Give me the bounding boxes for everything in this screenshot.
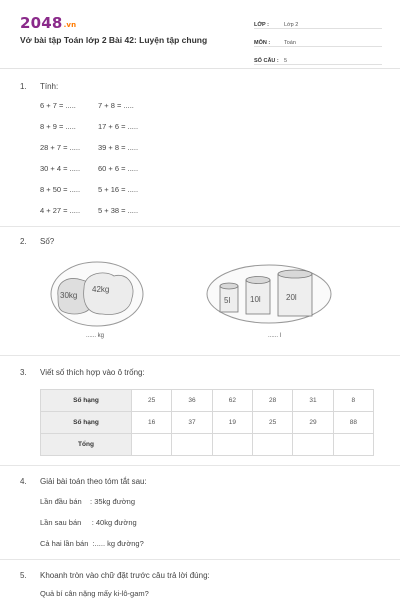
row-header: Tổng [41, 434, 132, 456]
answer-cell[interactable] [212, 434, 252, 456]
answer-cell[interactable] [333, 434, 373, 456]
question-text: Số? [40, 237, 55, 246]
expression: 5 + 16 = ..... [98, 185, 139, 194]
bags-illustration [48, 258, 146, 330]
table-cell: 28 [252, 390, 292, 412]
logo-text: 2048 [20, 14, 63, 32]
can-label: 20l [286, 293, 297, 302]
summary-line: Cả hai lần bán :..... kg đường? [40, 539, 144, 548]
expression: 8 + 9 = ..... [40, 122, 76, 131]
divider [0, 226, 400, 227]
divider [0, 559, 400, 560]
row-header: Số hạng [41, 412, 132, 434]
expression: 8 + 50 = ..... [40, 185, 81, 194]
table-cell: 31 [293, 390, 333, 412]
divider [0, 465, 400, 466]
question-text: Tính: [40, 82, 59, 91]
table-cell: 36 [172, 390, 212, 412]
can-label: 5l [224, 296, 231, 305]
meta-value: Lớp 2 [284, 22, 299, 28]
can-lid [246, 277, 270, 284]
divider [0, 355, 400, 356]
question-3-title [20, 368, 145, 377]
bag-label: 30kg [60, 291, 78, 300]
table-cell: 62 [212, 390, 252, 412]
expression: 30 + 4 = ..... [40, 164, 81, 173]
meta-row-subject [254, 32, 382, 47]
can-lid [220, 283, 238, 289]
expression: 60 + 6 = ..... [98, 164, 139, 173]
answer-cell[interactable] [172, 434, 212, 456]
question-number: 4. [20, 477, 27, 486]
site-logo[interactable] [20, 14, 76, 32]
question-number: 2. [20, 237, 27, 246]
question-2-title [20, 237, 54, 246]
can-label: 10l [250, 295, 261, 304]
question-number: 1. [20, 82, 27, 91]
table-row [41, 434, 374, 456]
expression: 39 + 8 = ..... [98, 143, 139, 152]
answer-cell[interactable] [293, 434, 333, 456]
logo-suffix: .vn [63, 21, 77, 29]
question-text: Viết số thích hợp vào ô trống: [40, 368, 145, 377]
can-lid [278, 270, 312, 278]
meta-row-count [254, 50, 382, 65]
expression: 6 + 7 = ..... [40, 101, 76, 110]
table-cell: 29 [293, 412, 333, 434]
page-title: Vở bài tập Toán lớp 2 Bài 42: Luyện tập chung [20, 35, 208, 45]
table-row [41, 390, 374, 412]
meta-box [254, 14, 382, 68]
table-cell: 88 [333, 412, 373, 434]
meta-label: LỚP : [254, 22, 269, 28]
answer-cell[interactable] [252, 434, 292, 456]
table-cell: 16 [132, 412, 172, 434]
meta-label: SỐ CÂU : [254, 58, 279, 64]
answer-cell[interactable] [132, 434, 172, 456]
expression: 7 + 8 = ..... [98, 101, 134, 110]
question-text: Giải bài toán theo tóm tắt sau: [40, 477, 147, 486]
cans-illustration [204, 262, 334, 326]
question-text: Khoanh tròn vào chữ đặt trước câu trả lời đúng: [40, 571, 210, 580]
cans-caption: ...... l [268, 333, 282, 339]
bag-label: 42kg [92, 285, 110, 294]
question-1-title [20, 82, 58, 91]
question-4-title [20, 477, 147, 486]
question-number: 3. [20, 368, 27, 377]
header [0, 0, 400, 69]
row-header: Số hạng [41, 390, 132, 412]
bags-caption: ...... kg [86, 333, 105, 339]
expression: 28 + 7 = ..... [40, 143, 81, 152]
question-number: 5. [20, 571, 27, 580]
meta-label: MÔN : [254, 40, 271, 46]
expression: 4 + 27 = ..... [40, 206, 81, 215]
table-cell: 25 [132, 390, 172, 412]
table-row [41, 412, 374, 434]
expression: 17 + 6 = ..... [98, 122, 139, 131]
expression: 5 + 38 = ..... [98, 206, 139, 215]
table-cell: 25 [252, 412, 292, 434]
meta-value: 5 [284, 58, 288, 64]
table-cell: 8 [333, 390, 373, 412]
table-cell: 19 [212, 412, 252, 434]
meta-row-class [254, 14, 382, 29]
question-5-title [20, 571, 210, 580]
meta-value: Toán [284, 40, 296, 46]
question-5-subtext: Quả bí cân nặng mấy ki-lô-gam? [40, 589, 149, 598]
summary-line: Lần đầu bán : 35kg đường [40, 497, 136, 506]
sum-table [40, 389, 374, 456]
summary-line: Lần sau bán : 40kg đường [40, 518, 137, 527]
table-cell: 37 [172, 412, 212, 434]
